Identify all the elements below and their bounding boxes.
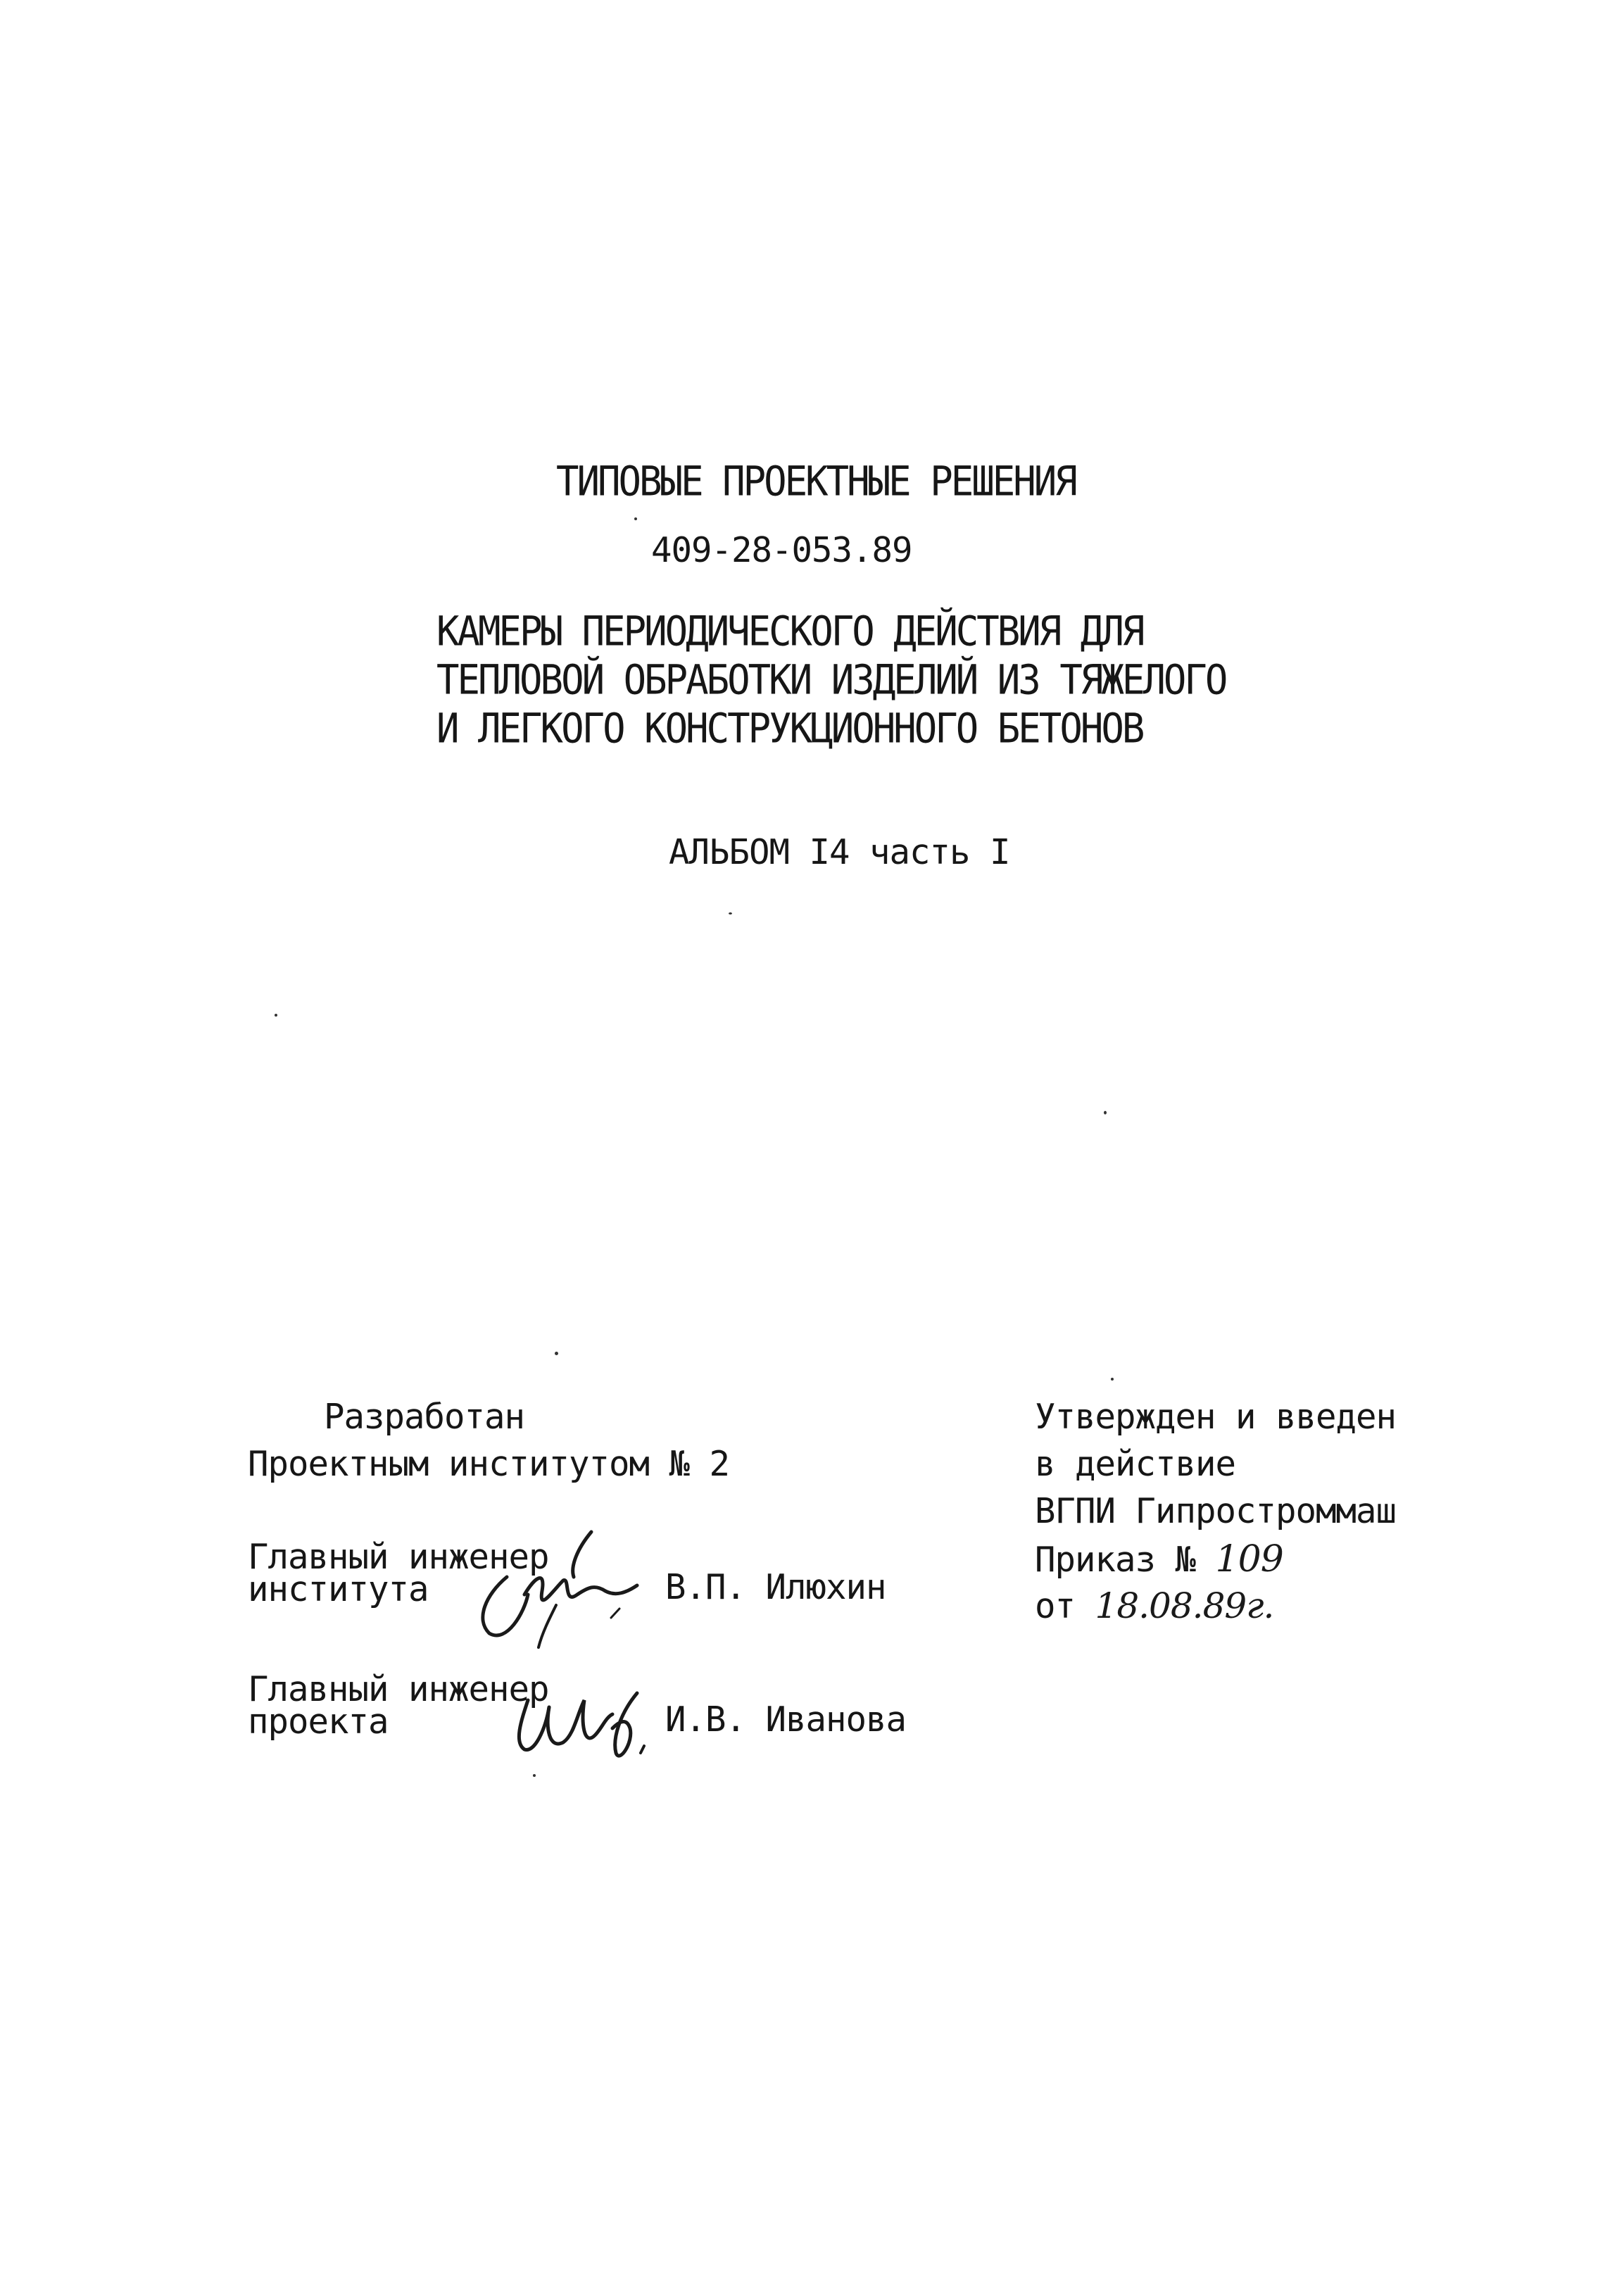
album-label: АЛЬБОМ I4 часть I (669, 832, 1010, 872)
scan-speck (1104, 1111, 1107, 1114)
title-line-3: И ЛЕГКОГО КОНСТРУКЦИОННОГО БЕТОНОВ (436, 704, 1143, 753)
approved-organization: ВГПИ Гипростроммаш (1035, 1491, 1397, 1531)
approved-order (1035, 1538, 1283, 1580)
order-label: Приказ № (1035, 1540, 1196, 1580)
title-line-1: КАМЕРЫ ПЕРИОДИЧЕСКОГО ДЕЙСТВИЯ ДЛЯ (436, 607, 1143, 655)
chief-engineer-institute-name: В.П. Илюхин (665, 1567, 886, 1607)
chief-engineer-project-role-1: Главный инженер (248, 1669, 549, 1709)
approved-date (1035, 1585, 1274, 1626)
scan-speck (1111, 1378, 1114, 1381)
series-title: ТИПОВЫЕ ПРОЕКТНЫЕ РЕШЕНИЯ (556, 457, 1076, 505)
chief-engineer-project-name: И.В. Иванова (665, 1699, 907, 1740)
chief-engineer-institute-role-2: института (248, 1569, 429, 1609)
document-number: 409-28-053.89 (651, 530, 912, 570)
developed-label: Разработан (324, 1397, 525, 1437)
scan-speck (555, 1352, 558, 1355)
date-value: 18.08.89г. (1095, 1585, 1274, 1626)
approved-line-2: в действие (1035, 1444, 1236, 1484)
scan-speck (729, 912, 732, 914)
order-number: 109 (1215, 1538, 1283, 1580)
chief-engineer-project-role-2: проекта (248, 1702, 389, 1742)
chief-engineer-institute-role-1: Главный инженер (248, 1537, 549, 1577)
scan-speck (533, 1774, 536, 1777)
signature-ilyukhin (458, 1528, 648, 1651)
scan-speck (634, 517, 637, 520)
date-label: от (1035, 1586, 1076, 1626)
developed-institute: Проектным институтом № 2 (248, 1444, 730, 1484)
approved-line-1: Утвержден и введен (1035, 1397, 1397, 1437)
signature-ivanova (507, 1686, 655, 1771)
scan-speck (275, 1014, 277, 1017)
title-line-2: ТЕПЛОВОЙ ОБРАБОТКИ ИЗДЕЛИЙ ИЗ ТЯЖЕЛОГО (436, 655, 1226, 704)
